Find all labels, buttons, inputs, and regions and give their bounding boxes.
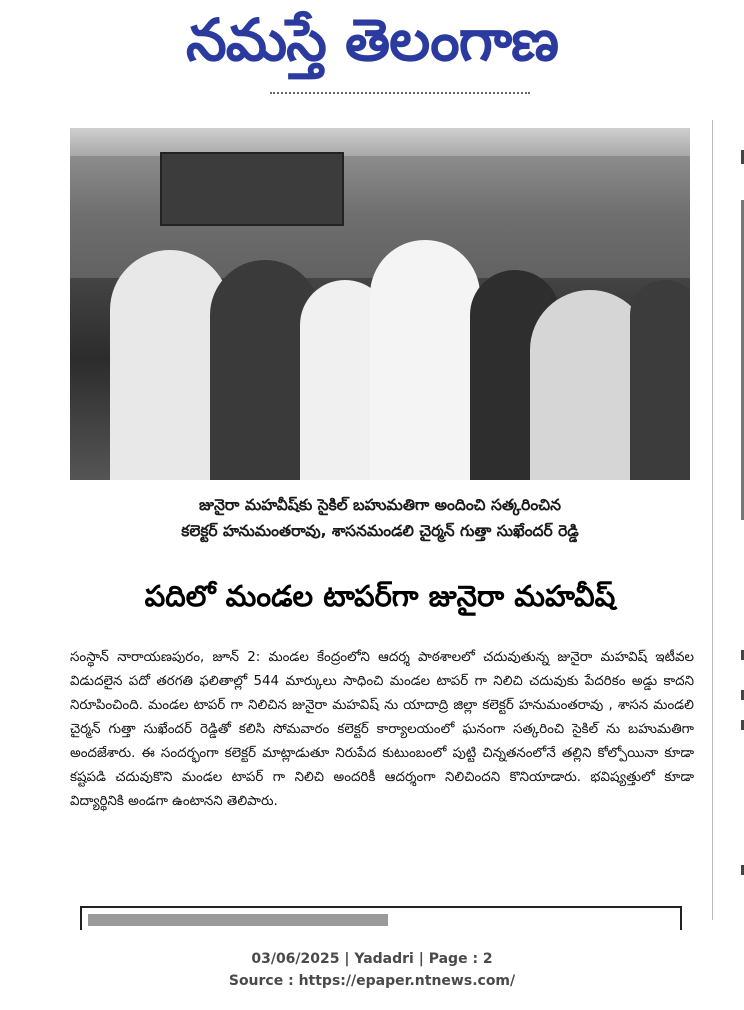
photo-caption [70, 492, 690, 544]
footer-date-line: 03/06/2025 | Yadadri | Page : 2 [251, 951, 493, 967]
next-article-bar [88, 914, 388, 926]
footer-source-line: Source : https://epaper.ntnews.com/ [228, 973, 516, 989]
masthead-rule [270, 92, 530, 104]
article-photo [70, 128, 690, 480]
photo-banner [160, 152, 344, 226]
caption-line-1: జునైరా మహవీష్‌కు సైకిల్ బహుమతిగా అందించి సత్కరించిన [199, 496, 561, 514]
article-headline: పదిలో మండల టాపర్‌గా జునైరా మహవీష్ [144, 579, 616, 613]
article-body: సంస్థాన్ నారాయణపురం, జూన్ 2: మండల కేంద్రంలోని ఆదర్శ పాఠశాలలో చదువుతున్న జునైరా మహవిష్ ఇటీవల విడుదలైన పదో తరగతి ఫలితాల్లో 544 మార్కులు సాధించి మండల టాపర్ గా నిలిచి చదువుకు పేదరికం అడ్డు కాదని నిరూపించింది. మండల టాపర్ గా నిలిచిన జునైరా మహవిష్ ను యాదాద్రి జిల్లా కలెక్టర్ హనుమంతరావు , శాసన మండలి చైర్మన్ గుత్తా సుఖేందర్ రెడ్డితో కలిసి సోమవారం కలెక్టర్ కార్యాలయంలో ఘనంగా సత్కరించి సైకిల్ ను బహుమతిగా అందజేశారు. ఈ సందర్భంగా కలెక్టర్ మాట్లాడుతూ నిరుపేద కుటుంబంలో పుట్టి చిన్నతనంలోనే తల్లిని కోల్పోయినా కూడా కష్టపడి చదువుకొని మండల టాపర్ గా నిలిచి అందరికీ ఆదర్శంగా నిలిచిందని కొనియాడారు. భవిష్యత్తులో కూడా విద్యార్థినికి అండగా ఉంటానని తెలిపారు. [70, 650, 694, 809]
photo-figure [370, 240, 480, 480]
next-article-edge [80, 906, 682, 930]
adjacent-column-edge [712, 120, 744, 920]
masthead-title: నమస్తే తెలంగాణ [186, 6, 558, 74]
page-footer [0, 948, 744, 992]
photo-figure [630, 280, 690, 480]
caption-line-2: కలెక్టర్ హనుమంతరావు, శాసనమండలి చైర్మన్ గుత్తా సుఖేందర్ రెడ్డి [181, 522, 579, 540]
